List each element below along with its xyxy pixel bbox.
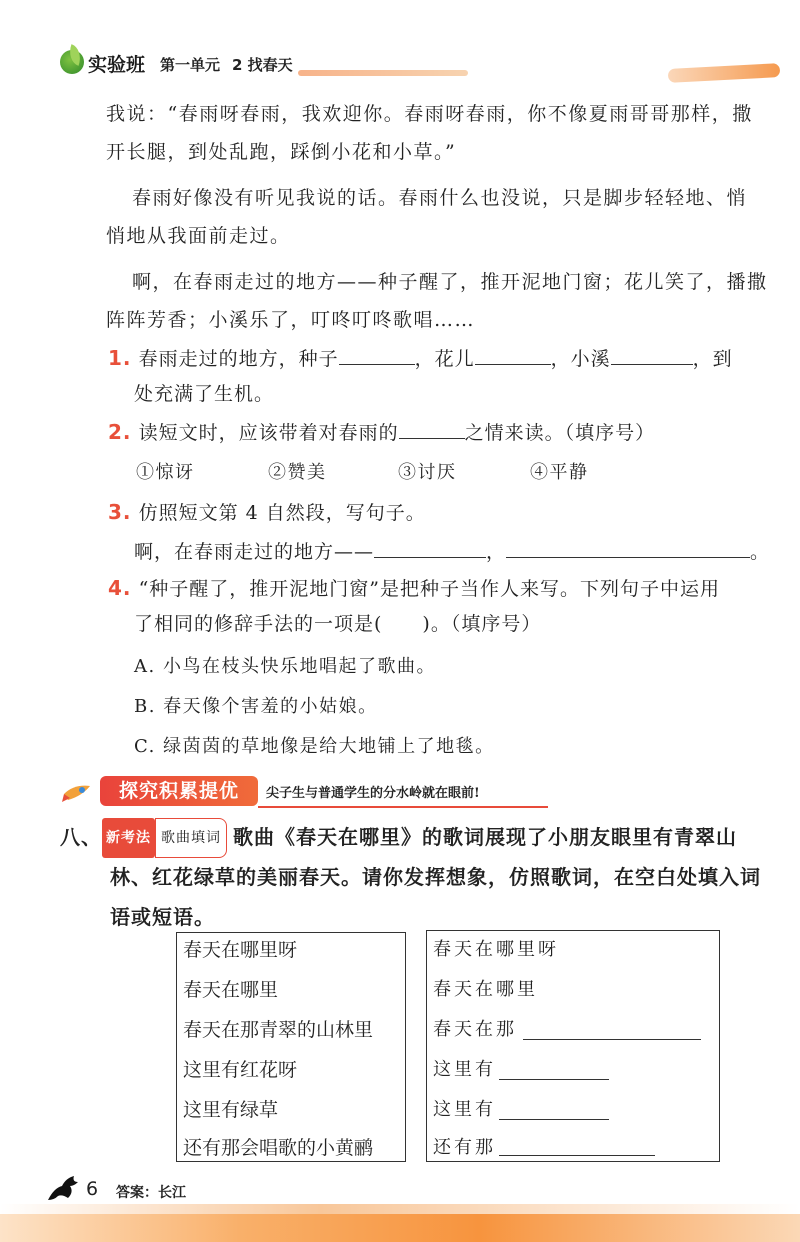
- series-logo-icon: [60, 50, 84, 74]
- question-1-line2: 处充满了生机。: [134, 383, 275, 405]
- passage-p2-line1: 春雨好像没有听见我说的话。春雨什么也没说，只是脚步轻轻地、悄: [132, 187, 748, 209]
- lyric-line: 这里有红花呀: [183, 1059, 298, 1081]
- question-number: 3.: [108, 500, 132, 524]
- lyrics-original-box: [176, 932, 406, 1162]
- q4-option-c: C. 绿茵茵的草地像是给大地铺上了地毯。: [134, 736, 495, 757]
- answer-blank[interactable]: [339, 342, 415, 365]
- lyric-line: 春天在那: [433, 1019, 517, 1040]
- question-8: 八、 新考法 歌曲填词 歌曲《春天在哪里》的歌词展现了小朋友眼里有青翠山: [60, 818, 737, 858]
- passage-p1-line1: 我说：“春雨呀春雨，我欢迎你。春雨呀春雨，你不像夏雨哥哥那样，撒: [106, 103, 753, 125]
- previous-answer: 答案：长江: [116, 1185, 186, 1201]
- q2-option-4: ④平静: [530, 462, 589, 483]
- footer-brush-decoration: [0, 1214, 800, 1242]
- question-2: 2. 读短文时，应该带着对春雨的 之情来读。（填序号）: [108, 414, 655, 451]
- lyrics-fill-box: [426, 930, 720, 1162]
- lyric-line: 这里有: [433, 1059, 496, 1080]
- lyric-line: 还有那: [433, 1137, 496, 1158]
- q2-option-1: ①惊讶: [136, 462, 195, 483]
- question-8-line2: 林、红花绿草的美丽春天。请你发挥想象，仿照歌词，在空白处填入词: [110, 865, 761, 889]
- lyric-line: 春天在哪里: [183, 979, 279, 1001]
- question-4-line2: 了相同的修辞手法的一项是( )。（填序号）: [134, 613, 542, 635]
- section-underline: [258, 806, 548, 808]
- passage-p1-line2: 开长腿，到处乱跑，踩倒小花和小草。”: [106, 141, 457, 163]
- question-3: 3. 仿照短文第 4 自然段，写句子。: [108, 500, 426, 524]
- question-number: 2.: [108, 420, 132, 444]
- question-4: 4. “种子醒了，推开泥地门窗”是把种子当作人来写。下列句子中运用: [108, 576, 720, 600]
- header-brush-decoration: [668, 63, 781, 83]
- lyric-line: 这里有绿草: [183, 1099, 279, 1121]
- lyric-line: 还有那会唱歌的小黄鹂: [183, 1137, 374, 1159]
- question-1: 1. 春雨走过的地方，种子 ，花儿 ，小溪 ，到: [108, 340, 733, 377]
- answer-blank[interactable]: [374, 535, 486, 558]
- unit-label: 第一单元: [160, 56, 221, 74]
- question-number: 1.: [108, 346, 132, 370]
- lyric-line: 春天在哪里: [433, 979, 538, 1000]
- lesson-label: 2 找春天: [232, 56, 293, 74]
- question-number: 4.: [108, 576, 132, 600]
- galloping-horse-icon: [44, 1174, 82, 1204]
- section-banner: 探究积累提优: [100, 776, 258, 806]
- answer-blank[interactable]: [506, 535, 750, 558]
- lyric-fill-blank[interactable]: [523, 1017, 701, 1040]
- series-title: 实验班: [88, 54, 146, 76]
- section-note: 尖子生与普通学生的分水岭就在眼前!: [266, 786, 480, 801]
- lyric-line: 这里有: [433, 1099, 496, 1120]
- footer-brush-highlight: [0, 1204, 800, 1214]
- question-3-line2: 啊，在春雨走过的地方—— ， 。: [134, 534, 770, 570]
- question-8-line3: 语或短语。: [110, 905, 215, 929]
- answer-blank[interactable]: [611, 342, 693, 365]
- passage-p3-line2: 阵阵芳香；小溪乐了，叮咚叮咚歌唱……: [106, 309, 476, 331]
- lyric-fill-blank[interactable]: [499, 1057, 609, 1080]
- lyric-fill-blank[interactable]: [499, 1133, 655, 1156]
- passage-p2-line2: 悄地从我面前走过。: [106, 225, 291, 247]
- q2-option-3: ③讨厌: [398, 462, 457, 483]
- header-decoration: [298, 70, 468, 76]
- new-format-tag: 新考法: [102, 818, 155, 858]
- lyric-line: 春天在哪里呀: [183, 939, 298, 961]
- lyric-fill-blank[interactable]: [499, 1097, 609, 1120]
- q4-option-a: A. 小鸟在枝头快乐地唱起了歌曲。: [134, 656, 436, 677]
- rocket-icon: [62, 782, 92, 804]
- answer-blank[interactable]: [475, 342, 551, 365]
- passage-p3-line1: 啊，在春雨走过的地方——种子醒了，推开泥地门窗；花儿笑了，播撒: [132, 271, 768, 293]
- page-number: 6: [86, 1178, 99, 1200]
- q2-option-2: ②赞美: [268, 462, 327, 483]
- answer-blank[interactable]: [399, 416, 465, 439]
- question-type-tag: 歌曲填词: [155, 818, 227, 858]
- lyric-line: 春天在那青翠的山林里: [183, 1019, 374, 1041]
- lyric-line: 春天在哪里呀: [433, 939, 559, 960]
- q4-option-b: B. 春天像个害羞的小姑娘。: [134, 696, 378, 717]
